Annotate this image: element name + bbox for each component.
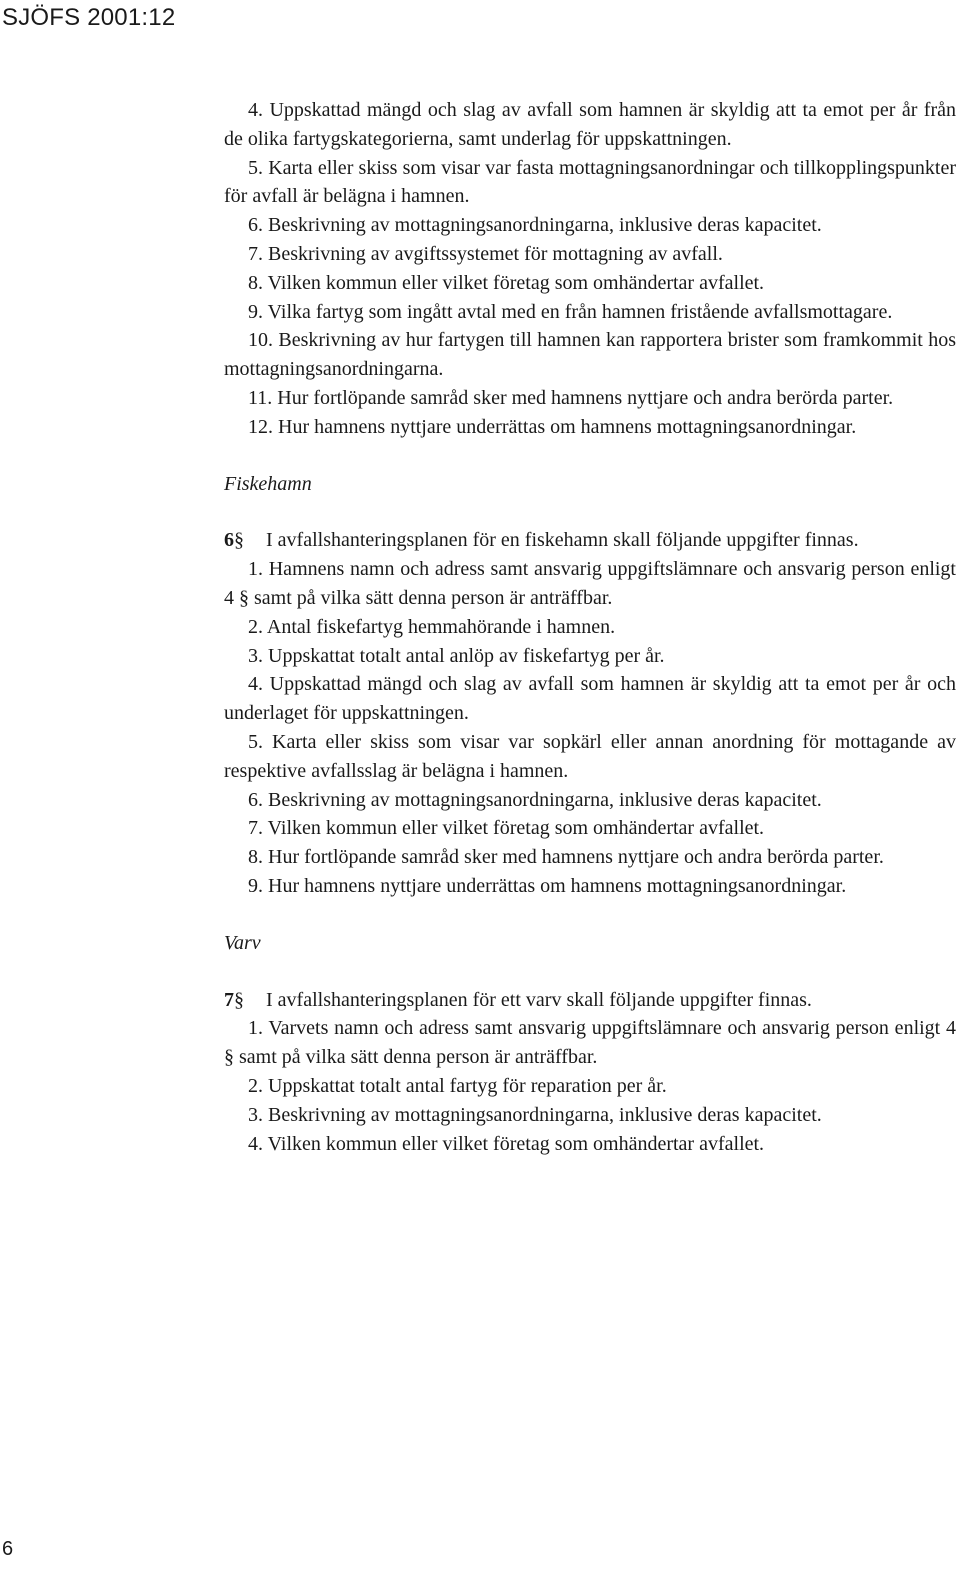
paragraph-text: I avfallshanteringsplanen för ett varv skall följande uppgifter finnas. — [266, 988, 812, 1011]
paragraph-6 — [224, 526, 956, 555]
list-item: 6. Beskrivning av mottagningsanordningarna, inklusive deras kapacitet. — [248, 788, 822, 811]
running-head: SJÖFS 2001:12 — [2, 4, 176, 31]
section-heading-varv: Varv — [224, 931, 261, 954]
list-item: 4. Uppskattad mängd och slag av avfall som hamnen är skyldig att ta emot per år från de olika fartygskategorierna, samt underlag för uppskattningen. — [224, 99, 956, 150]
list-item: 8. Vilken kommun eller vilket företag som omhändertar avfallet. — [248, 271, 765, 294]
list-item: 6. Beskrivning av mottagningsanordningarna, inklusive deras kapacitet. — [248, 214, 822, 237]
list-item: 12. Hur hamnens nyttjare underrättas om hamnens mottagningsanordningar. — [248, 415, 857, 438]
page-number: 6 — [2, 1538, 14, 1560]
list-item: 1. Hamnens namn och adress samt ansvarig uppgiftslämnare och ansvarig person enligt 4 § samt på vilka sätt denna person är anträffbar. — [224, 558, 956, 609]
list-item: 7. Vilken kommun eller vilket företag som omhändertar avfallet. — [248, 817, 765, 840]
paragraph-number: 6 — [224, 529, 234, 552]
paragraph-text: I avfallshanteringsplanen för en fiskehamn skall följande uppgifter finnas. — [266, 529, 859, 552]
list-item: 8. Hur fortlöpande samråd sker med hamnens nyttjare och andra berörda parter. — [248, 846, 884, 869]
list-item: 4. Uppskattad mängd och slag av avfall som hamnen är skyldig att ta emot per år och underlaget för uppskattningen. — [224, 673, 956, 725]
paragraph-number: 7 — [224, 988, 234, 1011]
paragraph-7 — [224, 986, 956, 1015]
section-symbol: § — [234, 988, 244, 1011]
list-item: 9. Hur hamnens nyttjare underrättas om hamnens mottagningsanordningar. — [248, 874, 847, 897]
list-item: 4. Vilken kommun eller vilket företag som omhändertar avfallet. — [248, 1132, 765, 1155]
section-heading-fiskehamn: Fiskehamn — [224, 472, 312, 495]
list-item: 11. Hur fortlöpande samråd sker med hamnens nyttjare och andra berörda parter. — [248, 386, 894, 409]
list-item: 10. Beskrivning av hur fartygen till hamnen kan rapportera brister som framkommit hos mottagningsanordningarna. — [224, 329, 956, 381]
list-item: 5. Karta eller skiss som visar var sopkärl eller annan anordning för mottagande av respektive avfallsslag är belägna i hamnen. — [224, 730, 956, 782]
list-item: 9. Vilka fartyg som ingått avtal med en från hamnen fristående avfallsmottagare. — [248, 300, 893, 323]
list-item: 5. Karta eller skiss som visar var fasta mottagningsanordningar och tillkopplingspunkter för avfall är belägna i hamnen. — [224, 156, 956, 208]
list-item: 3. Uppskattat totalt antal anlöp av fiskefartyg per år. — [248, 644, 665, 667]
list-item: 1. Varvets namn och adress samt ansvarig uppgiftslämnare och ansvarig person enligt 4 § samt på vilka sätt denna person är anträffbar. — [224, 1017, 956, 1069]
list-item: 2. Uppskattat totalt antal fartyg för reparation per år. — [248, 1074, 667, 1097]
section-symbol: § — [234, 529, 244, 552]
list-item: 2. Antal fiskefartyg hemmahörande i hamnen. — [248, 615, 616, 638]
document-body — [224, 96, 956, 1158]
list-item: 3. Beskrivning av mottagningsanordningarna, inklusive deras kapacitet. — [248, 1103, 822, 1126]
list-item: 7. Beskrivning av avgiftssystemet för mottagning av avfall. — [248, 242, 723, 265]
